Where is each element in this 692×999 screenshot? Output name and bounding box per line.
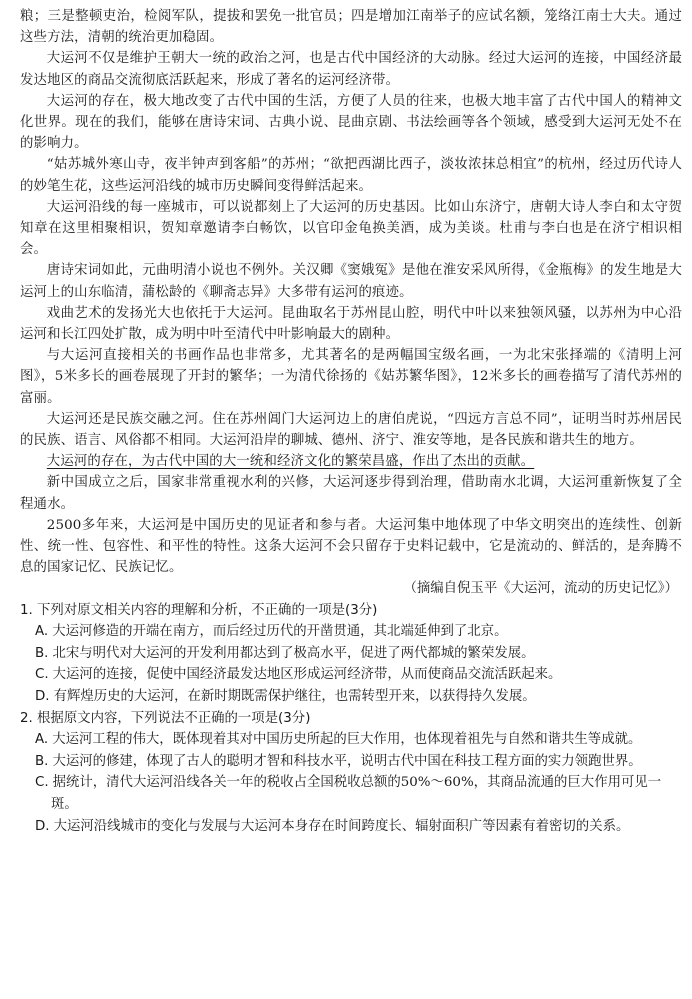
question-2 <box>20 708 682 838</box>
passage-paragraph-4: 大运河沿线的每一座城市，可以说都刻上了大运河的历史基因。比如山东济宁，唐朝大诗人李白和太守贺知章在这里相聚相识，贺知章邀请李白畅饮，以官印金龟换美酒，成为美谈。杜甫与李白也是在济宁相识相会。 <box>20 199 682 258</box>
question-1-option-a <box>20 621 682 643</box>
passage-paragraph-3: “姑苏城外寒山寺，夜半钟声到客船”的苏州；“欲把西湖比西子，淡妆浓抹总相宜”的杭州，经过历代诗人的妙笔生花，这些运河沿线的城市历史瞬间变得鲜活起来。 <box>20 157 682 194</box>
question-1-option-c <box>20 664 682 686</box>
option-text: 大运河工程的伟大，既体现着其对中国历史所起的巨大作用，也体现着祖先与自然和谐共生等成就。 <box>52 732 642 748</box>
option-text: 据统计，清代大运河沿线各关一年的税收占全国税收总额的50%～60%，其商品流通的巨大作用可见一斑。 <box>51 775 662 813</box>
passage-paragraph-0: 粮；三是整顿吏治，检阅军队，提拔和罢免一批官员；四是增加江南举子的应试名额，笼络江南士大夫。通过这些方法，清朝的统治更加稳固。 <box>20 9 682 46</box>
question-2-option-c <box>20 772 682 815</box>
option-text: 大运河沿线城市的变化与发展与大运河本身存在时间跨度长、辐射面积广等因素有着密切的关系。 <box>53 818 630 834</box>
question-1-stem: 1. 下列对原文相关内容的理解和分析，不正确的一项是(3分) <box>20 602 378 618</box>
passage-paragraph-9-underlined <box>20 451 682 472</box>
option-label: D. <box>35 818 50 834</box>
question-1 <box>20 600 682 708</box>
option-label: C. <box>35 775 49 791</box>
passage-paragraph-6: 戏曲艺术的发扬光大也依托于大运河。昆曲取名于苏州昆山腔，明代中叶以来独领风骚，以苏州为中心沿运河和长江四处扩散，成为明中叶至清代中叶影响最大的剧种。 <box>20 305 682 343</box>
passage-paragraph-7: 与大运河直接相关的书画作品也非常多，尤其著名的是两幅国宝级名画，一为北宋张择端的《清明上河图》，5米多长的画卷展现了开封的繁华；一为清代徐扬的《姑苏繁华图》，12米多长的画卷描写了清代苏州的富丽。 <box>20 348 682 406</box>
passage-paragraph-2: 大运河的存在，极大地改变了古代中国的生活，方便了人员的往来，也极大地丰富了古代中国人的精神文化世界。现在的我们，能够在唐诗宋词、古典小说、昆曲京剧、书法绘画等各个领域，感受到大运河无处不在的影响力。 <box>20 93 682 152</box>
passage-paragraph-8: 大运河还是民族交融之河。住在苏州阊门大运河边上的唐伯虎说，“四远方言总不同”，证明当时苏州居民的民族、语言、风俗都不相同。大运河沿岸的聊城、德州、济宁、淮安等地，是各民族和谐共生的地方。 <box>20 411 682 449</box>
underlined-sentence: 大运河的存在，为古代中国的大一统和经济文化的繁荣昌盛，作出了杰出的贡献。 <box>46 454 535 470</box>
question-1-option-b <box>20 643 682 665</box>
option-label: D. <box>35 689 50 705</box>
option-text: 大运河修造的开端在南方，而后经过历代的开凿贯通，其北端延伸到了北京。 <box>52 624 508 640</box>
option-label: A. <box>35 732 49 748</box>
question-1-option-d <box>20 686 682 708</box>
option-label: B. <box>35 645 49 661</box>
reading-passage <box>20 6 682 600</box>
question-2-option-d <box>20 816 682 838</box>
option-label: C. <box>35 667 49 683</box>
question-2-stem: 2. 根据原文内容，下列说法不正确的一项是(3分) <box>20 710 311 726</box>
option-label: A. <box>35 624 49 640</box>
question-2-option-a <box>20 729 682 751</box>
passage-paragraph-10: 新中国成立之后，国家非常重视水利的兴修，大运河逐步得到治理，借助南水北调，大运河重新恢复了全程通水。 <box>20 475 682 512</box>
passage-source: （摘编自倪玉平《大运河，流动的历史记忆》） <box>403 581 678 597</box>
question-2-option-b <box>20 751 682 773</box>
passage-paragraph-11: 2500多年来，大运河是中国历史的见证者和参与者。大运河集中地体现了中华文明突出的连续性、创新性、统一性、包容性、和平性的特性。这条大运河不会只留存于史料记载中，它是流动的、鲜活的，是奔腾不息的国家记忆、民族记忆。 <box>20 517 682 576</box>
passage-paragraph-1: 大运河不仅是维护王朝大一统的政治之河，也是古代中国经济的大动脉。经过大运河的连接，中国经济最发达地区的商品交流彻底活跃起来，形成了著名的运河经济带。 <box>20 51 682 88</box>
option-label: B. <box>35 753 49 769</box>
passage-paragraph-5: 唐诗宋词如此，元曲明清小说也不例外。关汉卿《窦娥冤》是他在淮安采风所得，《金瓶梅》的发生地是大运河上的山东临清，蒲松龄的《聊斋志异》大多带有运河的痕迹。 <box>20 263 682 300</box>
option-text: 有辉煌历史的大运河，在新时期既需保护继往，也需转型开来，以获得持久发展。 <box>53 689 536 705</box>
option-text: 北宋与明代对大运河的开发利用都达到了极高水平，促进了两代都城的繁荣发展。 <box>52 645 535 661</box>
option-text: 大运河的连接，促使中国经济最发达地区形成运河经济带，从而使商品交流活跃起来。 <box>52 667 562 683</box>
option-text: 大运河的修建，体现了古人的聪明才智和科技水平，说明古代中国在科技工程方面的实力领跑世界。 <box>52 753 642 769</box>
